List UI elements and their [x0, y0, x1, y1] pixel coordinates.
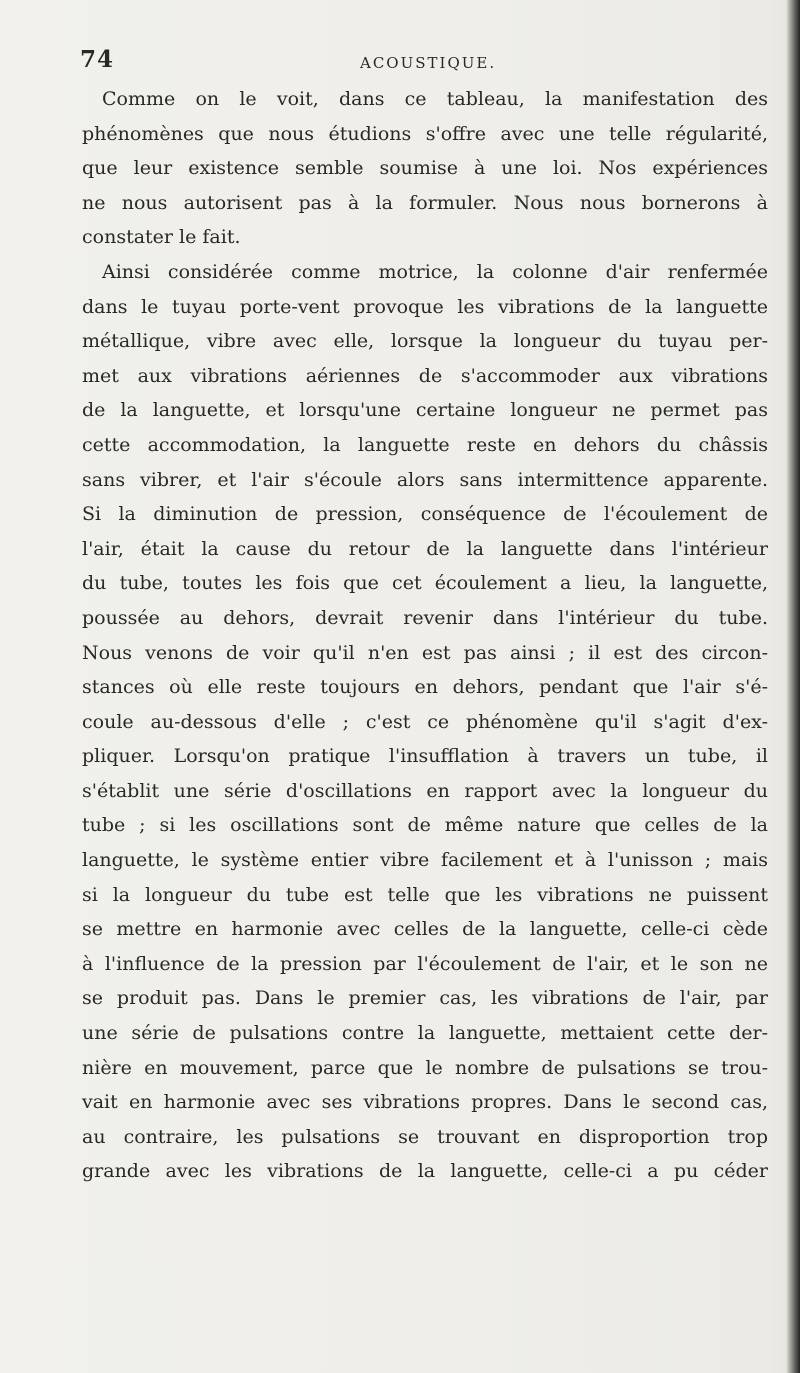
text-line: Nous venons de voir qu'il n'en est pas ainsi ; il est des circon-	[82, 641, 768, 664]
text-line: se produit pas. Dans le premier cas, les vibrations de l'air, par	[82, 987, 768, 1010]
text-line: met aux vibrations aériennes de s'accommoder aux vibrations	[82, 364, 768, 387]
text-line: constater le fait.	[82, 226, 241, 249]
text-line: phénomènes que nous étudions s'offre avec une telle régularité,	[82, 122, 768, 145]
text-line: s'établit une série d'oscillations en rapport avec la longueur du	[82, 779, 768, 802]
text-line: au contraire, les pulsations se trouvant en disproportion trop	[82, 1125, 768, 1148]
text-line: l'air, était la cause du retour de la languette dans l'intérieur	[82, 537, 768, 560]
text-line: dans le tuyau porte-vent provoque les vibrations de la languette	[82, 295, 768, 318]
text-line: poussée au dehors, devrait revenir dans l'intérieur du tube.	[82, 606, 768, 629]
text-line: ne nous autorisent pas à la formuler. Nous nous bornerons à	[82, 191, 768, 214]
text-line: de la languette, et lorsqu'une certaine longueur ne permet pas	[82, 399, 768, 422]
body-text	[82, 82, 768, 1189]
text-line: tube ; si les oscillations sont de même nature que celles de la	[82, 814, 768, 837]
text-line: nière en mouvement, parce que le nombre de pulsations se trou-	[82, 1056, 768, 1079]
text-line: à l'influence de la pression par l'écoulement de l'air, et le son ne	[82, 952, 768, 975]
text-line: grande avec les vibrations de la languette, celle-ci a pu céder	[82, 1160, 768, 1183]
text-line: métallique, vibre avec elle, lorsque la longueur du tuyau per-	[82, 330, 768, 353]
text-line: languette, le système entier vibre facilement et à l'unisson ; mais	[82, 849, 768, 872]
text-line: coule au-dessous d'elle ; c'est ce phénomène qu'il s'agit d'ex-	[82, 710, 768, 733]
text-line: du tube, toutes les fois que cet écoulement a lieu, la languette,	[82, 572, 768, 595]
text-line: Si la diminution de pression, conséquence de l'écoulement de	[82, 503, 768, 526]
text-line: vait en harmonie avec ses vibrations propres. Dans le second cas,	[82, 1091, 768, 1114]
page-edge-shadow	[786, 0, 800, 1373]
text-line: sans vibrer, et l'air s'écoule alors sans intermittence apparente.	[82, 468, 768, 491]
text-line: que leur existence semble soumise à une loi. Nos expériences	[82, 157, 768, 180]
text-line: si la longueur du tube est telle que les vibrations ne puissent	[82, 883, 768, 906]
page-number: 74	[80, 46, 115, 73]
text-line: se mettre en harmonie avec celles de la languette, celle-ci cède	[82, 918, 768, 941]
text-line: pliquer. Lorsqu'on pratique l'insufflation à travers un tube, il	[82, 745, 768, 768]
text-line: Ainsi considérée comme motrice, la colonne d'air renfermée	[102, 260, 768, 283]
text-line: Comme on le voit, dans ce tableau, la manifestation des	[102, 88, 768, 110]
running-title: ACOUSTIQUE.	[360, 54, 497, 72]
page-header	[80, 46, 770, 86]
text-line: une série de pulsations contre la languette, mettaient cette der-	[82, 1022, 768, 1045]
text-line: cette accommodation, la languette reste en dehors du châssis	[82, 433, 768, 456]
text-line: stances où elle reste toujours en dehors, pendant que l'air s'é-	[82, 676, 768, 699]
